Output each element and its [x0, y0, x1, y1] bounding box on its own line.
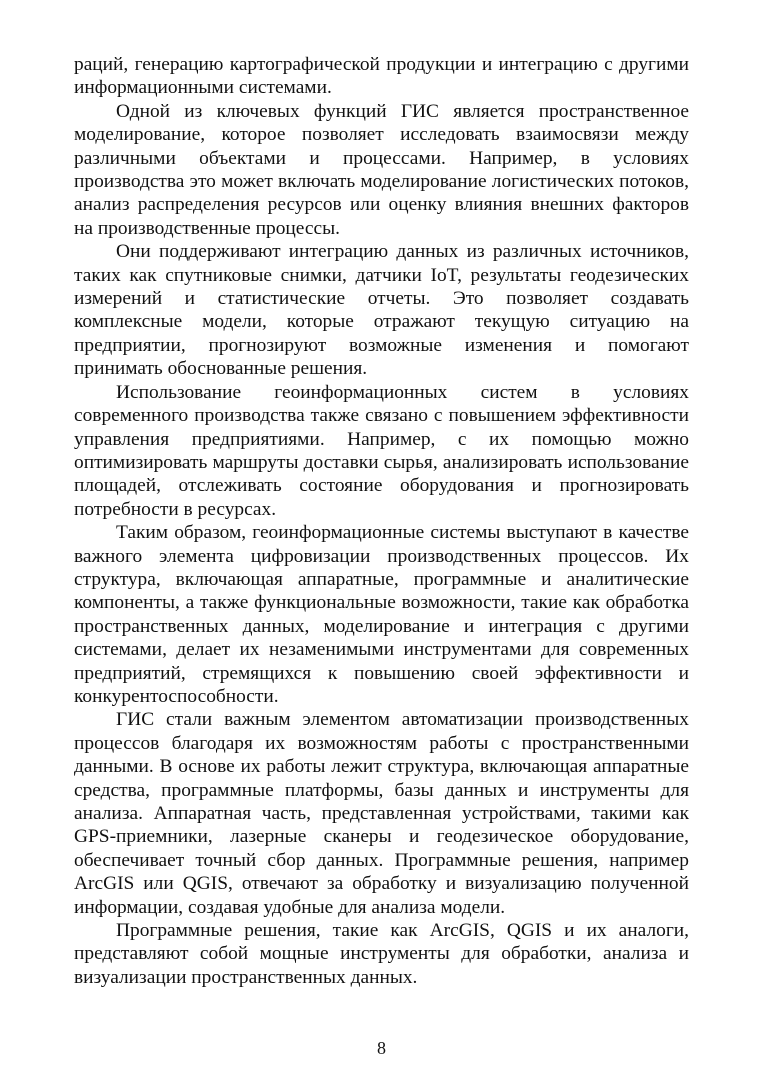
page-number: 8 [377, 1038, 386, 1058]
paragraph-data-integration: Они поддерживают интеграцию данных из различных источников, таких как спутниковые снимки, датчики IoT, результаты геодезических измерений и статистические отчеты. Это позволяет создавать комплексные модели, которые отражают текущую ситуацию на предприятии, прогнозируют возможные изменения и помогают принимать обоснованные решения. [74, 241, 689, 380]
paragraph-gis-automation: ГИС стали важным элементом автоматизации производственных процессов благодаря их возможностям работы с пространственными данными. В основе их работы лежит структура, включающая аппаратные средства, программные платформы, базы данных и инструменты для анализа. Аппаратная часть, представленная устройствами, такими как GPS-приемники, лазерные сканеры и геодезическое оборудование, обеспечивает точный сбор данных. Программные решения, например ArcGIS или QGIS, отвечают за обработку и визуализацию полученной информации, создавая удобные для анализа модели. [74, 709, 689, 918]
body-text [74, 53, 689, 989]
paragraph-enterprise-management: Использование геоинформационных систем в условиях современного производства также связано с повышением эффективности управления предприятиями. Например, с их помощью можно оптимизировать маршруты доставки сырья, анализировать использование площадей, отслеживать состояние оборудования и прогнозировать потребности в ресурсах. [74, 381, 689, 520]
paragraph-software-solutions: Программные решения, такие как ArcGIS, QGIS и их аналоги, представляют собой мощные инструменты для обработки, анализа и визуализации пространственных данных. [74, 920, 689, 988]
paragraph-spatial-modeling: Одной из ключевых функций ГИС является пространственное моделирование, которое позволяет исследовать взаимосвязи между различными объектами и процессами. Например, в условиях производства это может включать моделирование логистических потоков, анализ распределения ресурсов или оценку влияния внешних факторов на производственные процессы. [74, 100, 689, 239]
paragraph-conclusion: Таким образом, геоинформационные системы выступают в качестве важного элемента цифровизации производственных процессов. Их структура, включающая аппаратные, программные и аналитические компоненты, а также функциональные возможности, такие как обработка пространственных данных, моделирование и интеграция с другими системами, делает их незаменимыми инструментами для современных предприятий, стремящихся к повышению своей эффективности и конкурентоспособности. [74, 522, 689, 707]
paragraph-continued: раций, генерацию картографической продукции и интеграцию с другими информационными системами. [74, 54, 689, 99]
